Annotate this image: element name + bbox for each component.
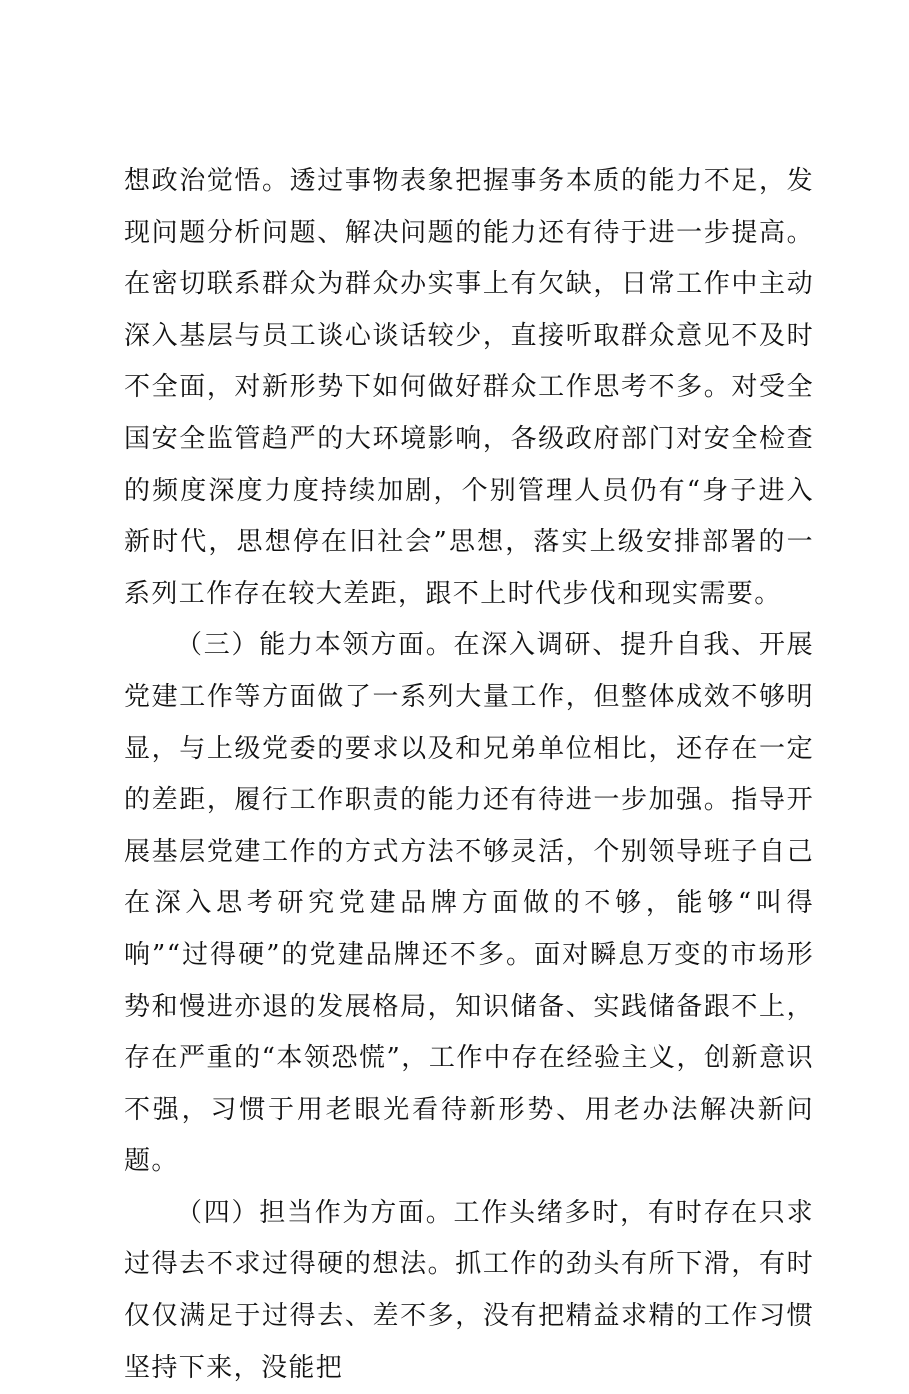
paragraph-ability-skills: （三）能力本领方面。在深入调研、提升自我、开展党建工作等方面做了一系列大量工作，但整体成效不够明显，与上级党委的要求以及和兄弟单位相比，还存在一定的差距，履行工作职责的能力还有待进一步加强。指导开展基层党建工作的方式方法不够灵活，个别领导班子自己在深入思考研究党建品牌方面做的不够，能够“叫得响”“过得硬”的党建品牌还不多。面对瞬息万变的市场形势和慢进亦退的发展格局，知识储备、实践储备跟不上，存在严重的“本领恐慌”，工作中存在经验主义，创新意识不强，习惯于用老眼光看待新形势、用老办法解决新问题。 [124, 630, 814, 1177]
document-body [124, 156, 814, 1394]
paragraph-responsibility-action: （四）担当作为方面。工作头绪多时，有时存在只求过得去不求过得硬的想法。抓工作的劲头有所下滑，有时仅仅满足于过得去、差不多，没有把精益求精的工作习惯坚持下来，没能把 [124, 1197, 814, 1383]
paragraph-political-awareness: 想政治觉悟。透过事物表象把握事务本质的能力不足，发现问题分析问题、解决问题的能力还有待于进一步提高。在密切联系群众为群众办实事上有欠缺，日常工作中主动深入基层与员工谈心谈话较少，直接听取群众意见不及时不全面，对新形势下如何做好群众工作思考不多。对受全国安全监管趋严的大环境影响，各级政府部门对安全检查的频度深度力度持续加剧，个别管理人员仍有“身子进入新时代，思想停在旧社会”思想，落实上级安排部署的一系列工作存在较大差距，跟不上时代步伐和现实需要。 [124, 166, 814, 609]
